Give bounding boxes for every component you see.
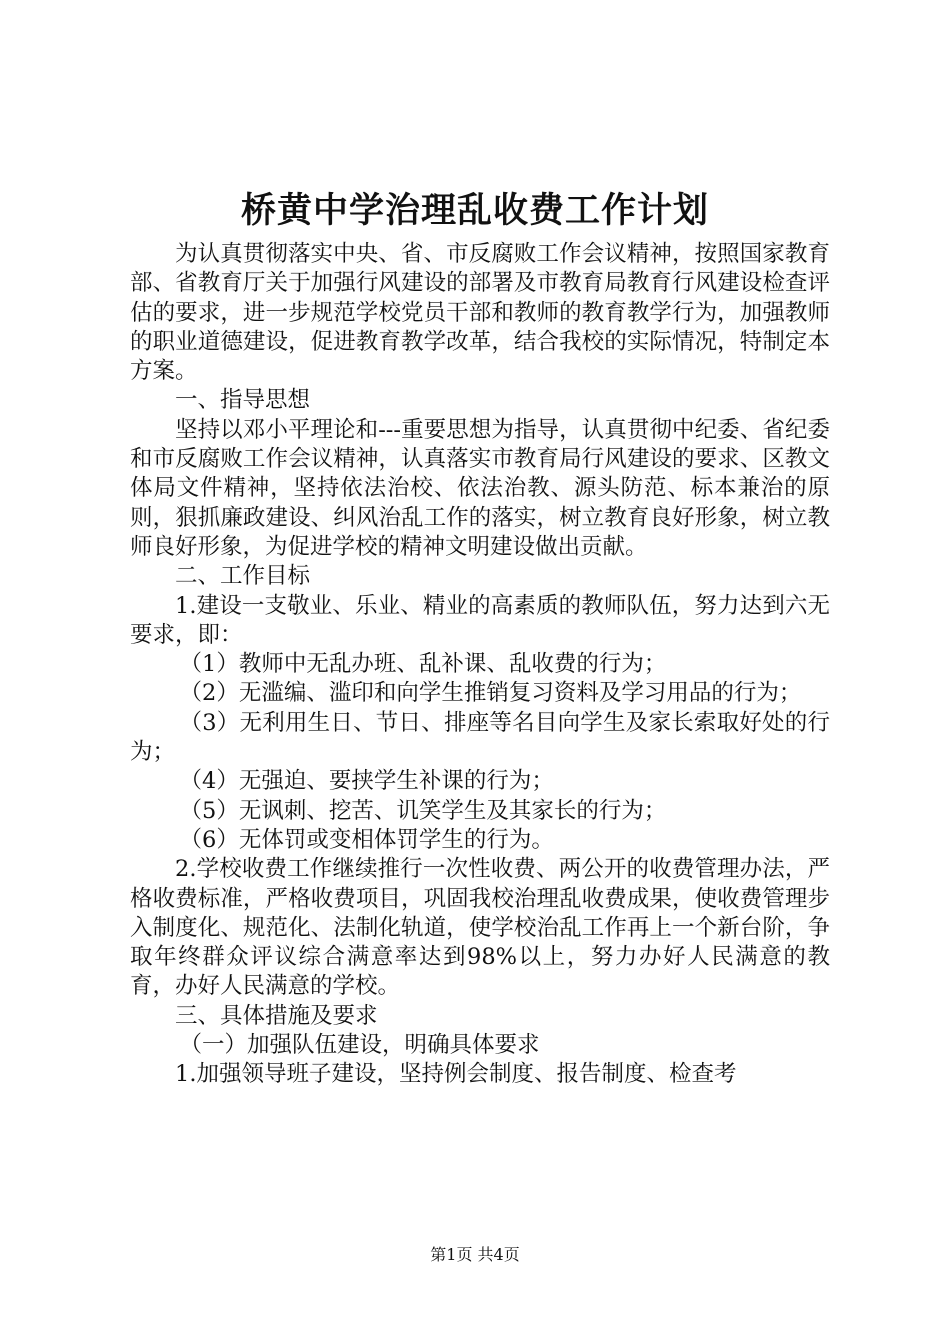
requirement-item-4: （4）无强迫、要挟学生补课的行为；	[179, 768, 554, 795]
document-body	[130, 240, 830, 1090]
intro-paragraph: 为认真贯彻落实中央、省、市反腐败工作会议精神，按照国家教育部、省教育厅关于加强行风建设的部署及市教育局教育行风建设检查评估的要求，进一步规范学校党员干部和教师的教育教学行为，加强教师的职业道德建设，促进教育教学改革，结合我校的实际情况，特制定本方案。	[130, 241, 830, 385]
section-heading-work-goals: 二、工作目标	[175, 563, 311, 590]
section-heading-guiding-ideology: 一、指导思想	[175, 387, 311, 414]
page-footer: 第1页 共4页	[430, 1245, 520, 1264]
requirement-item-3: （3）无利用生日、节日、排座等名目向学生及家长索取好处的行为；	[130, 709, 830, 766]
document-title: 桥黄中学治理乱收费工作计划	[240, 191, 709, 231]
measure-item-1: 1.加强领导班子建设，坚持例会制度、报告制度、检查考	[175, 1061, 737, 1088]
requirement-item-6: （6）无体罚或变相体罚学生的行为。	[179, 826, 554, 853]
requirement-item-2: （2）无滥编、滥印和向学生推销复习资料及学习用品的行为；	[179, 680, 802, 707]
goal-item-1: 1.建设一支敬业、乐业、精业的高素质的教师队伍，努力达到六无要求，即：	[130, 592, 830, 648]
goal-item-2: 2.学校收费工作继续推行一次性收费、两公开的收费管理办法，严格收费标准，严格收费项目，巩固我校治理乱收费成果，使收费管理步入制度化、规范化、法制化轨道，使学校治乱工作再上一个新台阶，争取年终群众评议综合满意率达到98%以上，努力办好人民满意的教育，办好人民满意的学校。	[130, 856, 830, 1000]
requirement-item-1: （1）教师中无乱办班、乱补课、乱收费的行为；	[179, 651, 667, 678]
subsection-heading-team-building: （一）加强队伍建设，明确具体要求	[179, 1032, 540, 1059]
guiding-ideology-paragraph: 坚持以邓小平理论和---重要思想为指导，认真贯彻中纪委、省纪委和市反腐败工作会议精神，认真落实市教育局行风建设的要求、区教文体局文件精神，坚持依法治校、依法治教、源头防范、标本兼治的原则，狠抓廉政建设、纠风治乱工作的落实，树立教育良好形象，树立教师良好形象，为促进学校的精神文明建设做出贡献。	[130, 416, 830, 560]
section-heading-measures: 三、具体措施及要求	[175, 1002, 378, 1029]
requirement-item-5: （5）无讽刺、挖苦、讥笑学生及其家长的行为；	[179, 797, 667, 824]
